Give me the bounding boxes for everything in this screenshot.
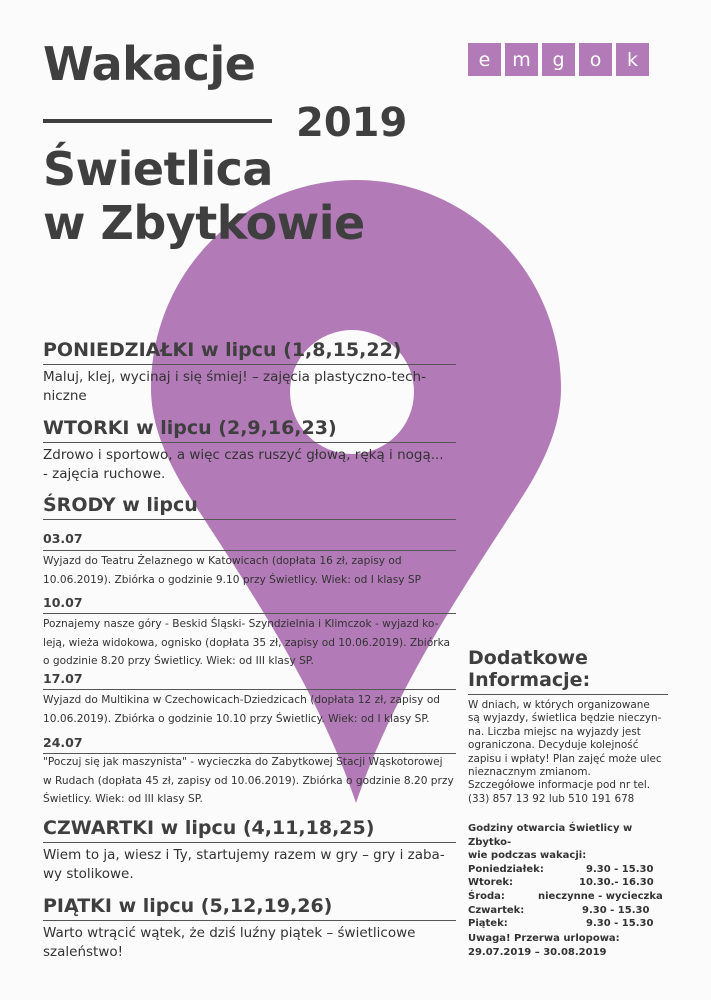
trip-line: o godzinie 8.20 przy Świetlicy. Wiek: od III klasy SP.	[43, 655, 314, 667]
trip-date: 17.07	[43, 671, 83, 686]
logo-letter: o	[579, 43, 612, 76]
info-line: są wyjazdy, świetlica będzie nieczyn-	[468, 712, 662, 725]
page-title: Wakacje	[43, 37, 256, 91]
info-line: (33) 857 13 92 lub 510 191 678	[468, 792, 635, 805]
info-line: zapisu i wpłaty! Plan zajęć może ulec	[468, 752, 662, 765]
thursday-description	[43, 846, 445, 884]
description-line: szaleństwo!	[43, 944, 124, 960]
description-line: Warto wtrącić wątek, że dziś luźny piątek – świetlicowe	[43, 925, 416, 941]
info-line: W dniach, w których organizowane	[468, 699, 650, 711]
hours-time: nieczynne - wycieczka	[538, 890, 663, 902]
trip-date: 24.07	[43, 735, 83, 750]
friday-heading: PIĄTKI w lipcu (5,12,19,26)	[43, 895, 333, 917]
hours-day: Poniedziałek:	[468, 863, 544, 875]
notice-line: Uwaga! Przerwa urlopowa:	[468, 933, 620, 944]
hours-time: 10.30.- 16.30	[579, 877, 654, 889]
info-line: nieznacznym zmianom.	[468, 766, 591, 779]
hours-day: Wtorek:	[468, 877, 514, 889]
trip-description	[43, 615, 450, 671]
info-line: Szczegółowe informacje pod nr tel.	[468, 779, 651, 792]
sidebar-heading-line: Dodatkowe	[468, 647, 588, 669]
tuesday-heading: WTORKI w lipcu (2,9,16,23)	[43, 417, 337, 439]
info-line: na. Liczba miejsc na wyjazdy jest	[468, 725, 641, 738]
friday-description	[43, 924, 415, 962]
trip-description	[43, 691, 440, 728]
trip-date: 10.07	[43, 595, 83, 610]
trip-date: 03.07	[43, 531, 83, 546]
hours-day: Środa:	[468, 890, 505, 902]
description-line: wy stolikowe.	[43, 866, 134, 882]
trip-line: w Rudach (dopłata 45 zł, zapisy od 10.06.2019). Zbiórka o godzinie 8.20 przy	[43, 774, 454, 787]
logo-letter: k	[616, 43, 649, 76]
hours-title: Godziny otwarcia Świetlicy w Zbytko-	[468, 823, 633, 848]
info-line: ograniczona. Decyduje kolejność	[468, 739, 639, 752]
description-line: niczne	[43, 388, 87, 404]
trip-line: 10.06.2019). Zbiórka o godzinie 10.10 przy Świetlicy. Wiek: od I klasy SP.	[43, 712, 430, 725]
sidebar-heading-line: Informacje:	[468, 669, 591, 691]
description-line: - zajęcia ruchowe.	[43, 466, 166, 482]
hours-time: 9.30 - 15.30	[586, 863, 654, 875]
trip-line: leją, wieża widokowa, ognisko (dopłata 35 zł, zapisy od 10.06.2019). Zbiórka	[43, 636, 451, 649]
description-line: Maluj, klej, wycinaj i się śmiej! – zajęcia plastyczno-tech-	[43, 369, 426, 385]
hours-row	[468, 917, 678, 931]
divider	[43, 550, 456, 551]
logo-letter: m	[505, 43, 538, 76]
logo-letter: e	[468, 43, 501, 76]
page-subtitle: Świetlica	[43, 142, 273, 196]
hours-day: Piątek:	[468, 918, 508, 930]
hours-time: 9.30 - 15.30	[586, 918, 654, 930]
description-line: Zdrowo i sportowo, a więc czas ruszyć głową, ręką i nogą...	[43, 447, 444, 463]
description-line: Wiem to ja, wiesz i Ty, startujemy razem w gry – gry i zaba-	[43, 847, 445, 863]
divider	[43, 442, 456, 443]
year-label: 2019	[296, 100, 408, 146]
page-subtitle-location: w Zbytkowie	[43, 196, 365, 250]
opening-hours	[468, 822, 678, 931]
divider	[43, 613, 456, 614]
divider	[43, 689, 456, 690]
hours-day: Czwartek:	[468, 904, 525, 916]
hours-title: wie podczas wakacji:	[468, 850, 587, 862]
trip-line: Poznajemy nasze góry - Beskid Śląski- Szyndzielnia i Klimczok - wyjazd ko-	[43, 618, 439, 630]
monday-description	[43, 368, 426, 406]
divider	[43, 842, 456, 843]
notice-line: 29.07.2019 – 30.08.2019	[468, 946, 607, 958]
divider	[43, 364, 456, 365]
trip-line: 10.06.2019). Zbiórka o godzinie 9.10 przy Świetlicy. Wiek: od I klasy SP	[43, 573, 422, 586]
trip-line: Świetlicy. Wiek: od III klasy SP.	[43, 793, 203, 805]
hours-row	[468, 904, 678, 918]
monday-heading: PONIEDZIAŁKI w lipcu (1,8,15,22)	[43, 339, 402, 361]
hours-row	[468, 876, 678, 890]
hours-row	[468, 863, 678, 877]
hours-time: 9.30 - 15.30	[582, 904, 650, 916]
trip-description	[43, 753, 454, 809]
tuesday-description	[43, 446, 444, 484]
divider	[468, 694, 668, 695]
title-divider	[43, 119, 272, 123]
hours-row	[468, 890, 678, 904]
trip-line: "Poczuj się jak maszynista" - wycieczka do Zabytkowej Stacji Wąskotorowej	[43, 756, 443, 768]
divider	[43, 920, 456, 921]
emgok-logo	[468, 43, 649, 76]
trip-line: Wyjazd do Teatru Żelaznego w Katowicach (dopłata 16 zł, zapisy od	[43, 555, 402, 567]
thursday-heading: CZWARTKI w lipcu (4,11,18,25)	[43, 817, 375, 839]
wednesday-heading: ŚRODY w lipcu	[43, 494, 198, 516]
sidebar-heading	[468, 647, 590, 691]
trip-description	[43, 552, 421, 589]
vacation-notice	[468, 932, 620, 959]
sidebar-info	[468, 699, 662, 806]
trip-line: Wyjazd do Multikina w Czechowicach-Dziedzicach (dopłata 12 zł, zapisy od	[43, 694, 441, 706]
logo-letter: g	[542, 43, 575, 76]
divider	[43, 519, 456, 520]
